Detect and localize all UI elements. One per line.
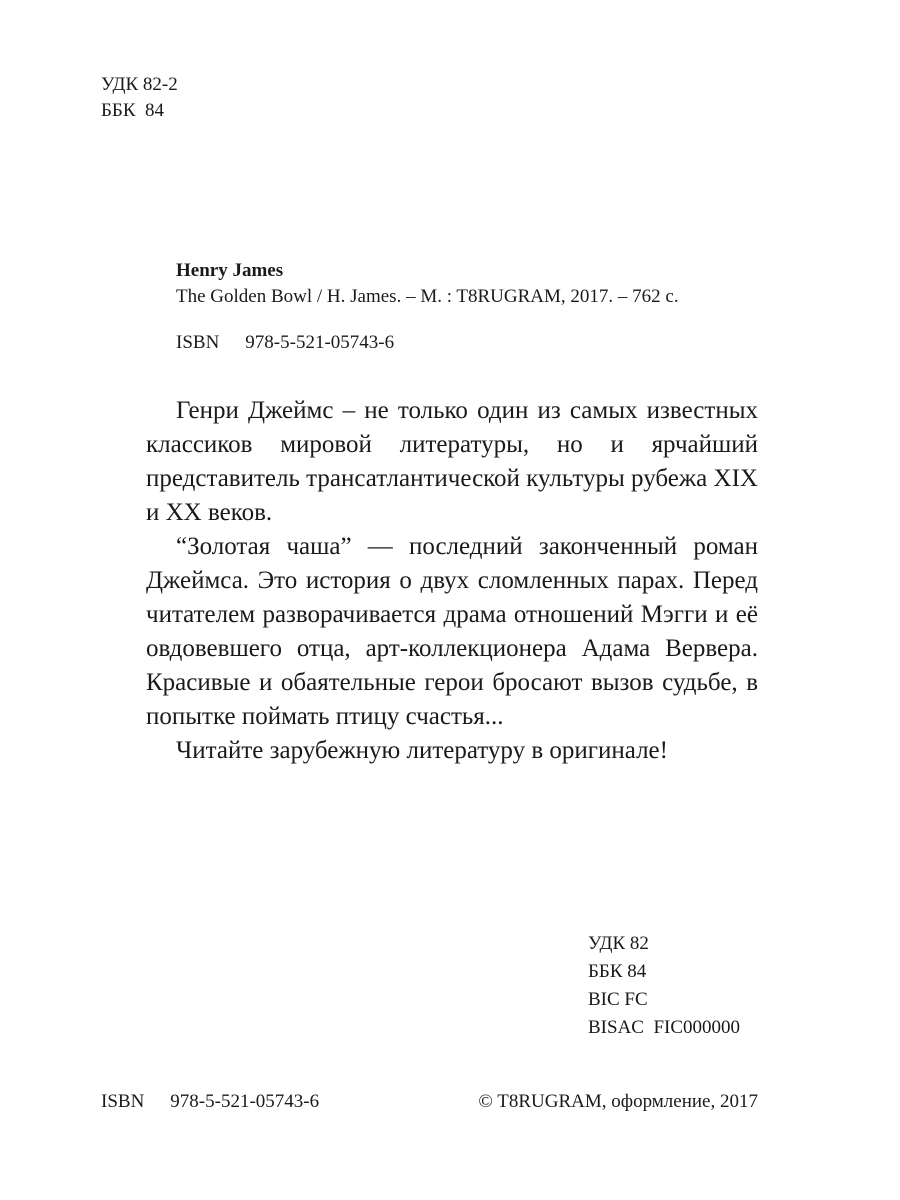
annotation-paragraph: Читайте зарубежную литературу в оригинале! <box>176 737 668 764</box>
udk-code: УДК 82-2 <box>101 74 178 95</box>
isbn-number: 978-5-521-05743-6 <box>170 1091 320 1112</box>
author-name: Henry James <box>176 260 284 281</box>
bbk-code: ББК 84 <box>101 100 164 121</box>
bibliographic-record <box>176 258 679 356</box>
isbn-label: ISBN <box>176 332 220 353</box>
copyright-notice: © T8RUGRAM, оформление, 2017 <box>478 1091 758 1112</box>
annotation-paragraph: Генри Джеймс – не только один из самых известных классиков мировой литературы, но и ярчайший представитель трансатлантической культуры рубежа XIX и XX веков. <box>146 397 758 526</box>
bic-code: BIC FC <box>588 989 648 1010</box>
udk-code: УДК 82 <box>588 933 649 954</box>
footer-isbn <box>101 1089 319 1115</box>
isbn-number: 978-5-521-05743-6 <box>245 332 395 353</box>
isbn-line <box>176 330 679 356</box>
classification-bottom <box>588 930 740 1042</box>
bisac-code: BISAC FIC000000 <box>588 1017 741 1038</box>
annotation <box>146 394 758 768</box>
classification-top <box>101 72 178 124</box>
bibliographic-description: The Golden Bowl / H. James. – M. : T8RUGRAM, 2017. – 762 с. <box>176 286 679 307</box>
bbk-code: ББК 84 <box>588 961 647 982</box>
isbn-label: ISBN <box>101 1091 145 1112</box>
annotation-paragraph: “Золотая чаша” — последний законченный роман Джеймса. Это история о двух сломленных парах. Перед читателем разворачивается драма отношений Мэгги и её овдовевшего отца, арт-коллекционера Адама Вервера. Красивые и обаятельные герои бросают вызов судьбе, в попытке поймать птицу счастья... <box>146 533 758 730</box>
